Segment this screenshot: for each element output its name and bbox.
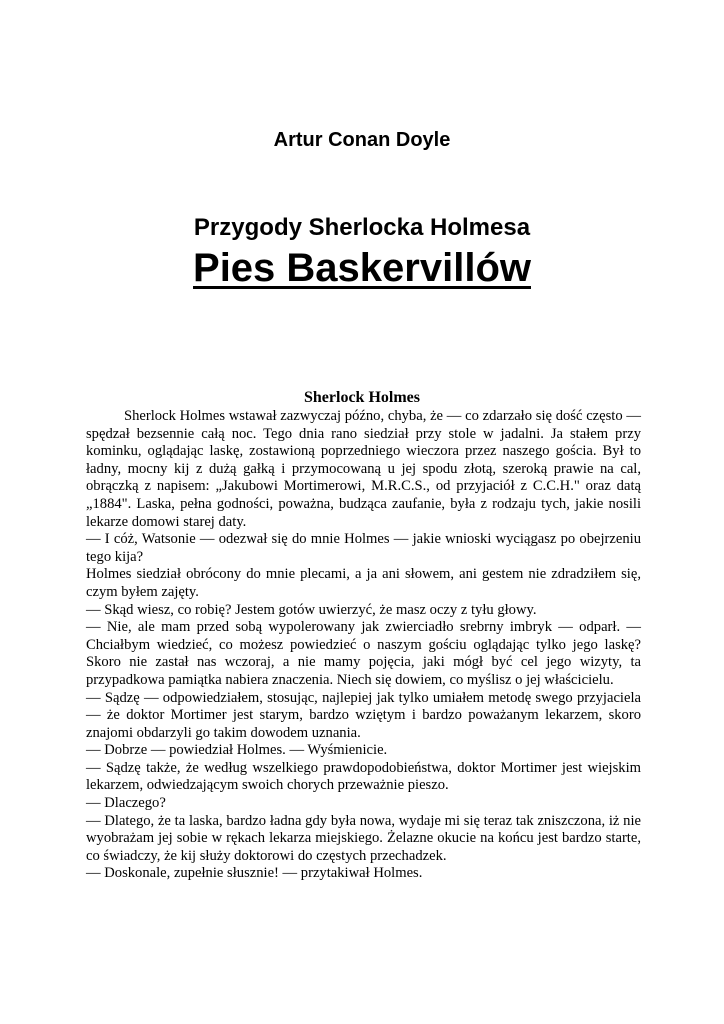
paragraph: Holmes siedział obrócony do mnie plecami, a ja ani słowem, ani gestem nie zdradziłem się, czym byłem zajęty. xyxy=(86,566,641,600)
author-name: Artur Conan Doyle xyxy=(273,129,451,151)
paragraph: Sherlock Holmes wstawał zazwyczaj późno, chyba, że — co zdarzało się dość często — spędzał bezsennie całą noc. Tego dnia rano siedział przy stole w jadalni. Ja stałem przy kominku, oglądając laskę, zostawioną poprzedniego wieczora przez naszego gościa. Był to ładny, mocny kij z dużą gałką i przymocowaną u jej spodu złotą, szeroką prawie na cal, obrączką z napisem: „Jakubowi Mortimerowi, M.R.C.S., od przyjaciół z C.C.H." oraz datą „1884". Laska, pełna godności, poważna, budząca zaufanie, była z rodzaju tych, jakie nosili lekarze domowi starej daty. xyxy=(86,408,641,530)
paragraph: — Doskonale, zupełnie słusznie! — przytakiwał Holmes. xyxy=(86,865,423,882)
paragraph: — Skąd wiesz, co robię? Jestem gotów uwierzyć, że masz oczy z tyłu głowy. xyxy=(86,601,537,618)
paragraph: — I cóż, Watsonie — odezwał się do mnie Holmes — jakie wnioski wyciągasz po obejrzeniu tego kija? xyxy=(86,531,641,565)
paragraph: — Nie, ale mam przed sobą wypolerowany jak zwierciadło srebrny imbryk — odparł. — Chciałbym wiedzieć, co możesz powiedzieć o naszym gościu oglądając tylko jego laskę? Skoro nie zastał nas wczoraj, a nie mamy pojęcia, jaki mógł być cel jego wizyty, ta przypadkowa pamiątka nabiera znaczenia. Niech się dowiem, co myślisz o jej właścicielu. xyxy=(86,619,641,688)
book-title: Pies Baskervillów xyxy=(193,246,531,290)
paragraph: — Dobrze — powiedział Holmes. — Wyśmienicie. xyxy=(86,742,388,759)
series-title: Przygody Sherlocka Holmesa xyxy=(193,214,531,241)
paragraph: — Sądzę także, że według wszelkiego prawdopodobieństwa, doktor Mortimer jest wiejskim lekarzem, odwiedzającym swoich chorych przeważnie pieszo. xyxy=(86,759,641,794)
body-text xyxy=(86,408,641,883)
paragraph: — Dlaczego? xyxy=(86,795,166,812)
paragraph: — Dlatego, że ta laska, bardzo ładna gdy była nowa, wydaje mi się teraz tak zniszczona, iż nie wyobrażam jej sobie w rękach lekarza miejskiego. Żelazne okucie na końcu jest bardzo starte, co świadczy, że kij służy doktorowi do częstych przechadzek. xyxy=(86,812,641,864)
paragraph: — Sądzę — odpowiedziałem, stosując, najlepiej jak tylko umiałem metodę swego przyjaciela — że doktor Mortimer jest starym, bardzo wziętym i bardzo poważanym lekarzem, skoro znajomi obdarzyli go takim dowodem uznania. xyxy=(86,689,641,741)
chapter-title: Sherlock Holmes xyxy=(304,389,420,406)
